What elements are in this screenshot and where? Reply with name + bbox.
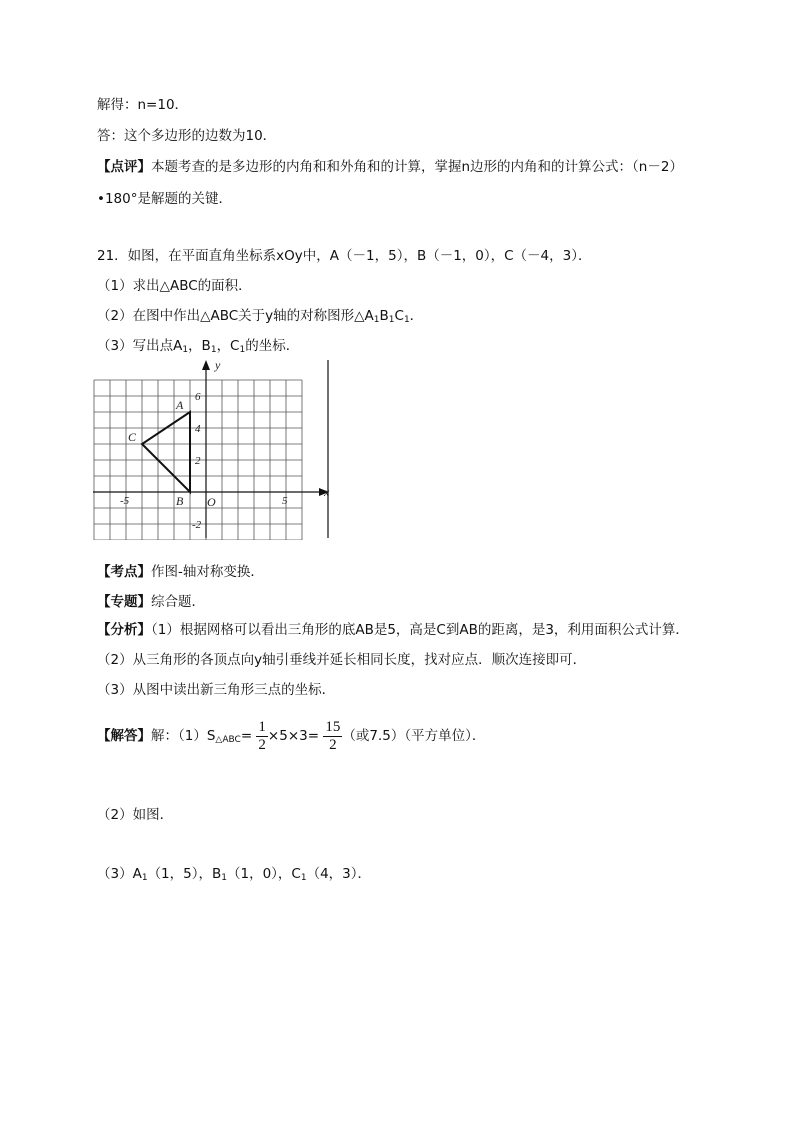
comment-line-2: •180°是解题的关键． <box>97 191 232 207</box>
question-21: 21．如图，在平面直角坐标系xOy中，A（－1，5），B（－1，0），C（－4，3）． <box>97 248 592 264</box>
triangle-abc <box>142 412 190 492</box>
zhuanti-line: 【专题】综合题． <box>97 594 205 610</box>
tick-y-neg2: -2 <box>192 519 202 531</box>
origin-label: O <box>207 495 216 509</box>
solution-line: 解得：n=10． <box>97 97 189 113</box>
question-part-2: （2）在图中作出△ABC关于y轴的对称图形$\triangle A_1B_1C_1$． <box>97 308 424 325</box>
tick-y-4: 4 <box>195 423 201 435</box>
fraction-one-half: $\frac{1}{2}$ <box>258 718 266 753</box>
answer-part-3: $(3)A_1(1$，5），$B_1(1$，0），$C_1(4$，3）． <box>97 866 372 883</box>
fenxi-line-2: （2）从三角形的各顶点向y轴引垂线并延长相同长度，找对应点．顺次连接即可． <box>97 652 587 668</box>
label-b: B <box>176 494 184 508</box>
tick-y-6: 6 <box>195 391 201 403</box>
fraction-fifteen-halves: $\frac{15}{2}$ <box>325 718 341 753</box>
tick-y-2: 2 <box>195 455 201 467</box>
tick-x-neg5: -5 <box>120 495 130 507</box>
y-axis-arrow <box>202 360 210 370</box>
fenxi-line-3: （3）从图中读出新三角形三点的坐标． <box>97 682 336 698</box>
coordinate-figure <box>93 358 338 540</box>
jieda-line: 【解答】解：$(1)S_{\triangle ABC}=$ $\frac{1}{2}$ ×5×3= $\frac{15}{2}$ （或7.5）（平方单位）． <box>97 718 486 753</box>
kaodian-line: 【考点】作图-轴对称变换． <box>97 564 264 580</box>
question-part-1: （1）求出△ABC的面积． <box>97 278 252 294</box>
question-part-3: （3）写出点$A_1$，$B_1$，$C_1$的坐标． <box>97 338 300 355</box>
y-axis-label: y <box>215 358 221 372</box>
fenxi-line: 【分析】（1）根据网格可以看出三角形的底AB是5，高是C到AB的距离，是3，利用面积公式计算． <box>97 622 689 638</box>
x-axis-label: x <box>324 485 330 499</box>
comment-line: 【点评】本题考查的是多边形的内角和和外角和的计算，掌握n边形的内角和的计算公式：（n－2） <box>97 159 683 175</box>
answer-line: 答：这个多边形的边数为10． <box>97 128 277 144</box>
label-a: A <box>176 398 184 412</box>
answer-part-2: （2）如图． <box>97 807 174 823</box>
tick-x-5: 5 <box>282 495 288 507</box>
label-c: C <box>128 430 137 444</box>
